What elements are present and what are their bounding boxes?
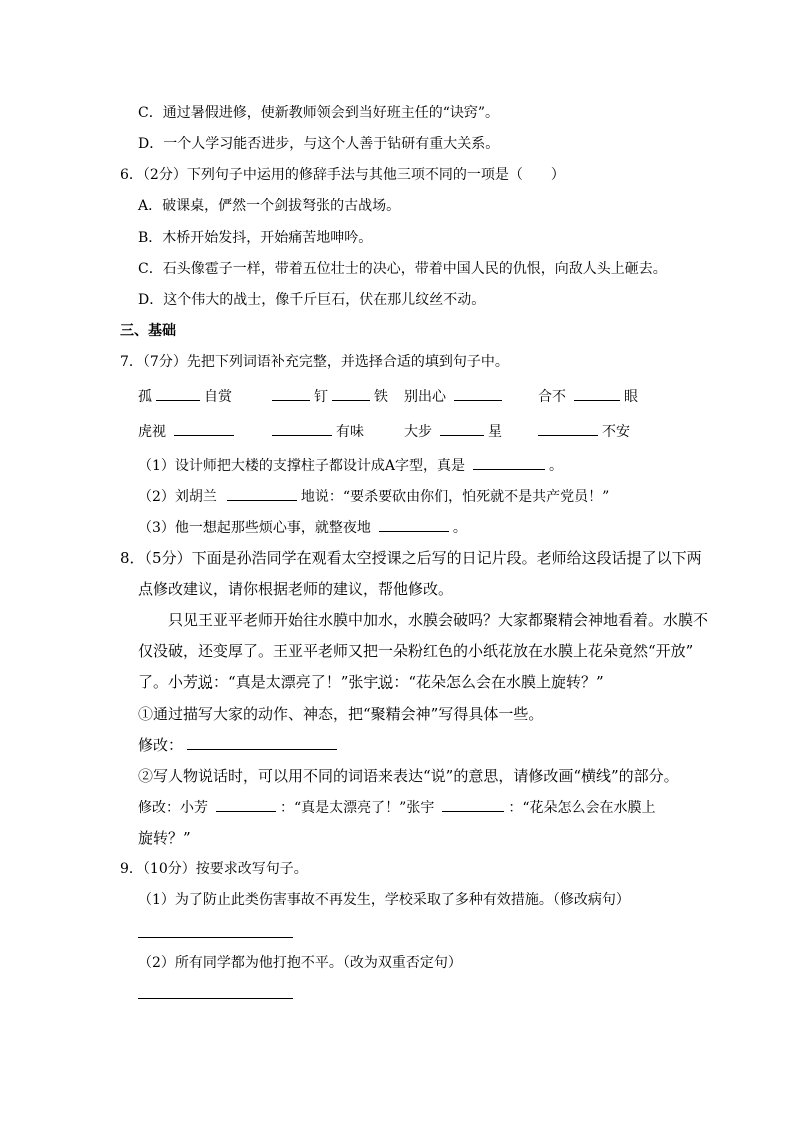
q7-word-3: 别出心: [404, 386, 506, 407]
blank[interactable]: [332, 386, 370, 401]
q9-stem: 9．（10分）按要求改写句子。: [120, 861, 308, 877]
q8-suggestion-2: ②写人物说话时，可以用不同的词语来表达“说”的意思，请修改画“横线”的部分。: [138, 767, 679, 785]
q9-sentence-1: （1）为了防止此类伤害事故不再发生，学校采取了多种有效措施。（修改病句）: [138, 892, 630, 908]
q9-answer-line-2[interactable]: [138, 998, 293, 999]
q7-word-6: 有味: [272, 421, 364, 442]
blank[interactable]: [440, 421, 484, 436]
q7-sentence-3: （3）他一想起那些烦心事，就整夜地 。: [138, 517, 467, 538]
q7-word-7: 大步 星: [404, 421, 502, 442]
q7-word-5: 虎视: [138, 421, 238, 442]
q6-stem: 6．（2分）下列句子中运用的修辞手法与其他三项不同的一项是（ ）: [120, 167, 565, 183]
blank[interactable]: [379, 517, 449, 532]
blank[interactable]: [156, 386, 200, 401]
q9-answer-line-1[interactable]: [138, 937, 293, 938]
q6-option-a: A．破课桌，俨然一个剑拔弩张的古战场。: [138, 198, 401, 214]
q6-option-d: D．这个伟大的战士，像千斤巨石，伏在那儿纹丝不动。: [138, 292, 486, 308]
section-heading: 三、基础: [120, 323, 176, 339]
q7-word-1: 孤 自赏: [138, 386, 232, 407]
blank[interactable]: [473, 455, 545, 470]
q7-word-2: 钉 铁: [272, 386, 388, 407]
q9-sentence-2: （2）所有同学都为他打抱不平。（改为双重否定句）: [138, 955, 462, 971]
q5-option-c: C．通过暑假进修，使新教师领会到当好班主任的“诀窍”。: [138, 105, 500, 121]
q5-option-d: D．一个人学习能否进步，与这个人善于钻研有重大关系。: [138, 136, 500, 152]
q7-word-8: 不安: [538, 421, 630, 442]
blank[interactable]: [216, 797, 276, 812]
q8-fix-2-continued: 旋转？”: [138, 829, 191, 847]
q8-stem-line-1: 8．（5分）下面是孙浩同学在观看太空授课之后写的日记片段。老师给这段话提了以下两: [120, 549, 702, 567]
q6-option-b: B．木桥开始发抖，开始痛苦地呻吟。: [138, 230, 373, 246]
blank[interactable]: [272, 386, 310, 401]
q7-word-4: 合不 眼: [538, 386, 638, 407]
q7-sentence-2: （2）刘胡兰 地说：“要杀要砍由你们，怕死就不是共产党员！”: [138, 486, 609, 507]
blank[interactable]: [272, 421, 332, 436]
blank[interactable]: [227, 486, 297, 501]
blank[interactable]: [574, 386, 620, 401]
q8-passage-line-2: 仅没破，还变厚了。王亚平老师又把一朵粉红色的小纸花放在水膜上花朵竟然“开放”: [138, 642, 694, 660]
q8-suggestion-1: ①通过描写大家的动作、神态，把“聚精会神”写得具体一些。: [138, 705, 544, 723]
underlined-say-2: 说: [378, 673, 394, 691]
q8-fix-1: 修改：: [138, 735, 341, 755]
blank[interactable]: [174, 421, 234, 436]
q6-option-c: C．石头像雹子一样，带着五位壮士的决心，带着中国人民的仇恨，向敌人头上砸去。: [138, 261, 667, 277]
q8-fix-2: 修改：小芳 ：“真是太漂亮了！”张宇 ：“花朵怎么会在水膜上: [138, 797, 656, 818]
q8-passage-line-3: 了。小芳说：“真是太漂亮了！”张宇说：“花朵怎么会在水膜上旋转？”: [138, 673, 604, 691]
blank[interactable]: [442, 797, 504, 812]
blank[interactable]: [538, 421, 598, 436]
q7-stem: 7．（7分）先把下列词语补充完整，并选择合适的填到句子中。: [120, 354, 509, 370]
q8-passage-line-1: 只见王亚平老师开始往水膜中加水，水膜会破吗？大家都聚精会神地看着。水膜不: [168, 611, 709, 629]
q8-stem-line-2: 点修改建议，请你根据老师的建议，帮他修改。: [138, 580, 454, 598]
q7-sentence-1: （1）设计师把大楼的支撑柱子都设计成A字型，真是 。: [138, 455, 563, 476]
underlined-say-1: 说: [198, 673, 214, 691]
blank[interactable]: [454, 386, 502, 401]
answer-line[interactable]: [187, 735, 337, 750]
